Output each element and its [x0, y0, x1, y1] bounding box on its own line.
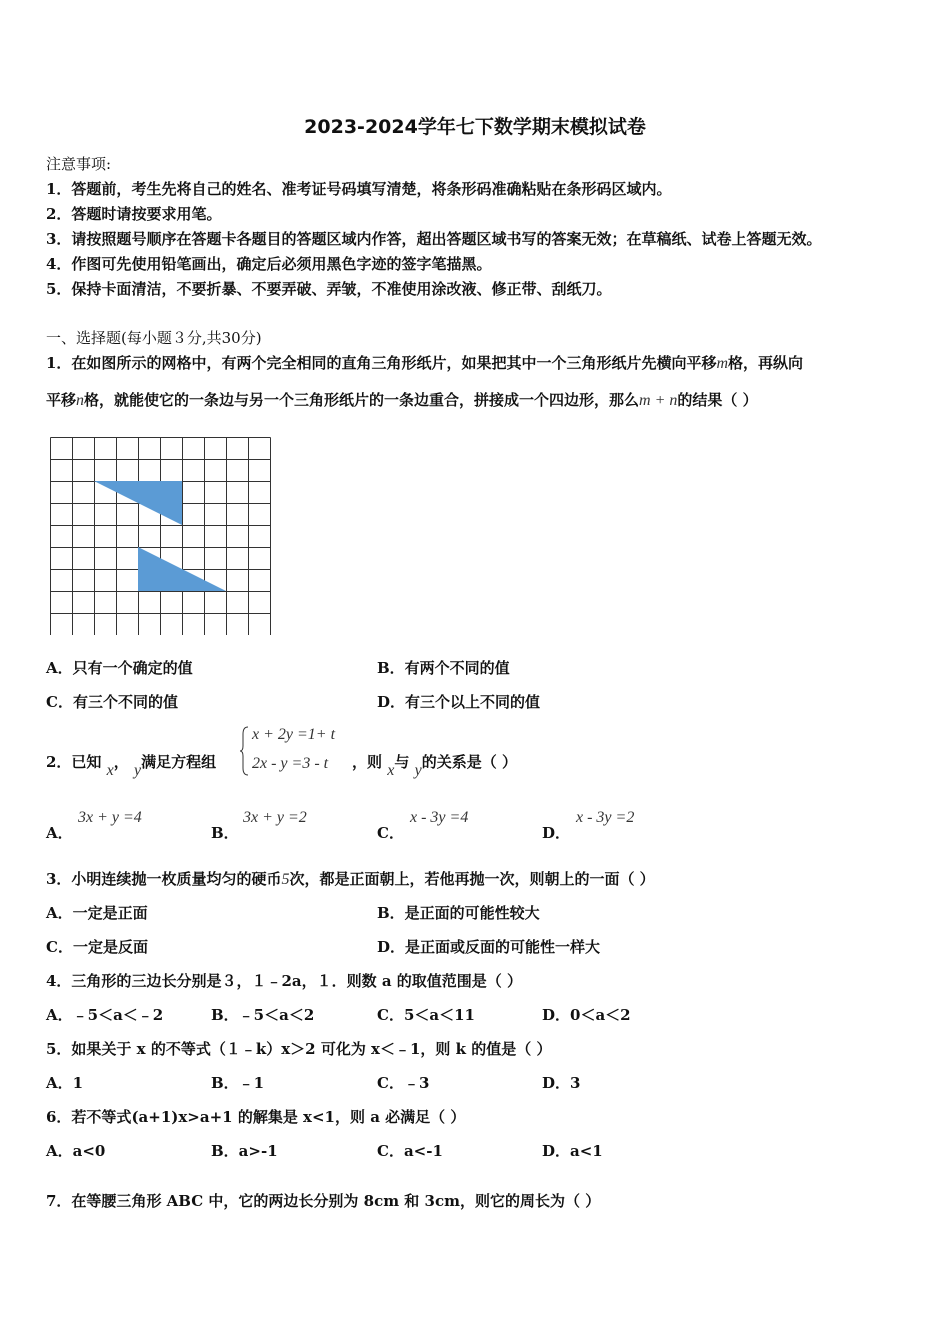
q2-var-y: y — [134, 762, 142, 779]
q5-option-a[interactable]: A．1 — [46, 1074, 84, 1092]
q4-option-c[interactable]: C．5＜a＜11 — [377, 1006, 475, 1024]
q2-text: ， — [113, 753, 129, 771]
q1-text: 平移 — [46, 391, 77, 409]
q1-option-a[interactable]: A．只有一个确定的值 — [46, 659, 193, 677]
note-item: 3．请按照题号顺序在答题卡各题目的答题区域内作答，超出答题区域书写的答案无效；在草稿纸、试卷上答题无效。 — [46, 230, 822, 248]
q2-option-a-eq: 3x + y =4 — [78, 809, 142, 826]
q5-stem: 5．如果关于 x 的不等式（１﹣k）x＞2 可化为 x＜﹣1，则 k 的值是（ ） — [46, 1040, 552, 1058]
system-equation-2: 2x - y =3 - t — [252, 755, 329, 772]
q3-text: 次，都是正面朝上，若他再抛一次，则朝上的一面（ ） — [289, 870, 655, 888]
q2-option-c-eq: x - 3y =4 — [410, 809, 469, 826]
q4-option-d[interactable]: D．0＜a＜2 — [542, 1006, 631, 1024]
q2-option-b-eq: 3x + y =2 — [243, 809, 307, 826]
q6-option-b[interactable]: B．a>-1 — [211, 1142, 278, 1160]
q2-var-x: x — [106, 762, 114, 779]
q1-option-c[interactable]: C．有三个不同的值 — [46, 693, 178, 711]
q6-option-d[interactable]: D．a<1 — [542, 1142, 603, 1160]
q3-option-a[interactable]: A．一定是正面 — [46, 904, 148, 922]
q1-var-m: m — [716, 355, 729, 372]
q1-text: 格，再纵向 — [728, 354, 804, 372]
note-item: 5．保持卡面清洁，不要折暴、不要弄破、弄皱，不准使用涂改液、修正带、刮纸刀。 — [46, 280, 612, 298]
q1-grid-figure — [50, 437, 272, 635]
note-item: 1．答题前，考生先将自己的姓名、准考证号码填写清楚，将条形码准确粘贴在条形码区域内。 — [46, 180, 672, 198]
q2-text: 与 — [394, 753, 410, 771]
q1-text: 格，就能使它的一条边与另一个三角形纸片的一条边重合，拼接成一个四边形，那么 — [84, 391, 640, 409]
q1-expr-mn: m + n — [639, 392, 678, 409]
q6-stem: 6．若不等式(a+1)x>a+1 的解集是 x<1，则 a 必满足（ ） — [46, 1108, 466, 1126]
q3-stem — [46, 868, 655, 889]
q2-text: 的关系是（ ） — [421, 753, 517, 771]
q1-text: 的结果（ ） — [677, 391, 758, 409]
q4-option-a[interactable]: A．﹣5＜a＜﹣2 — [46, 1006, 164, 1024]
note-item: 4．作图可先使用铅笔画出，确定后必须用黑色字迹的签字笔描黑。 — [46, 255, 492, 273]
q2-text: 2．已知 — [46, 753, 102, 771]
q1-line2 — [46, 389, 758, 410]
q1-line1 — [46, 352, 803, 373]
q3-option-d[interactable]: D．是正面或反面的可能性一样大 — [377, 938, 601, 956]
q1-option-b[interactable]: B．有两个不同的值 — [377, 659, 510, 677]
q2-option-d-eq: x - 3y =2 — [576, 809, 635, 826]
q2-text: 满足方程组 — [141, 753, 217, 771]
q2-option-d[interactable]: D． — [542, 824, 571, 842]
system-brace — [240, 726, 250, 776]
q3-option-c[interactable]: C．一定是反面 — [46, 938, 148, 956]
q3-option-b[interactable]: B．是正面的可能性较大 — [377, 904, 540, 922]
q2-stem-left — [46, 751, 217, 779]
q2-option-c[interactable]: C． — [377, 824, 404, 842]
section-heading: 一、选择题(每小题３分,共30分) — [46, 329, 262, 347]
q2-text: ，则 — [352, 753, 383, 771]
q4-stem: 4．三角形的三边长分别是３，１﹣2a，１．则数 a 的取值范围是（ ） — [46, 972, 522, 990]
q7-stem: 7．在等腰三角形 ABC 中，它的两边长分别为 8cm 和 3cm，则它的周长为（ ） — [46, 1192, 601, 1210]
grid-lines — [51, 438, 271, 636]
q5-option-d[interactable]: D．3 — [542, 1074, 581, 1092]
system-equation-1: x + 2y =1+ t — [252, 726, 336, 743]
q6-option-c[interactable]: C．a<-1 — [377, 1142, 443, 1160]
page-title: 2023-2024学年七下数学期末模拟试卷 — [304, 116, 646, 138]
q4-option-b[interactable]: B．﹣5＜a＜2 — [211, 1006, 315, 1024]
q1-option-d[interactable]: D．有三个以上不同的值 — [377, 693, 541, 711]
q3-number: 5 — [281, 871, 290, 888]
q1-text: 1．在如图所示的网格中，有两个完全相同的直角三角形纸片，如果把其中一个三角形纸片先横向平移 — [46, 354, 717, 372]
q5-option-c[interactable]: C．﹣3 — [377, 1074, 430, 1092]
notes-heading: 注意事项: — [46, 155, 112, 173]
q3-text: 3．小明连续抛一枚质量均匀的硬币 — [46, 870, 282, 888]
q1-var-n: n — [76, 392, 85, 409]
q2-option-b[interactable]: B． — [211, 824, 239, 842]
q6-option-a[interactable]: A．a<0 — [46, 1142, 106, 1160]
q5-option-b[interactable]: B．﹣1 — [211, 1074, 265, 1092]
q2-option-a[interactable]: A． — [46, 824, 73, 842]
q2-stem-right — [352, 751, 517, 779]
q2-var-y: y — [414, 762, 422, 779]
note-item: 2．答题时请按要求用笔。 — [46, 205, 222, 223]
q2-var-x: x — [387, 762, 395, 779]
